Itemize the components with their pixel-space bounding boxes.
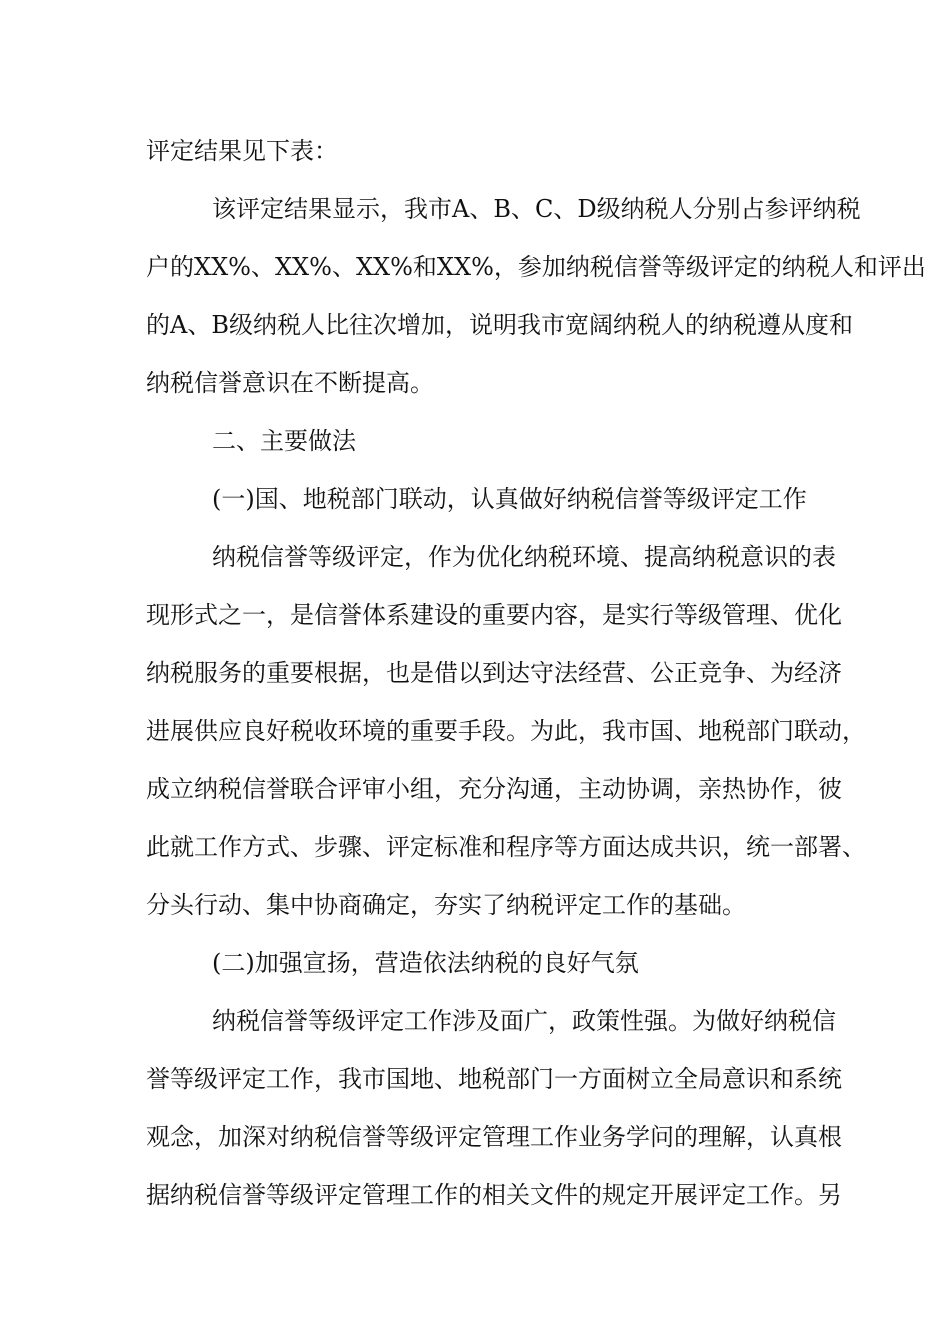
text-line-5: 纳税信誉意识在不断提高。: [146, 369, 434, 397]
text-line-4: 的A、B级纳税人比往次增加，说明我市宽阔纳税人的纳税遵从度和: [146, 311, 853, 339]
subsection-heading-1: (一)国、地税部门联动，认真做好纳税信誉等级评定工作: [212, 485, 807, 513]
text-line-2: 该评定结果显示，我市A、B、C、D级纳税人分别占参评纳税: [212, 195, 861, 223]
text-line-16: 纳税信誉等级评定工作涉及面广，政策性强。为做好纳税信: [212, 1007, 836, 1035]
text-line-14: 分头行动、集中协商确定，夯实了纳税评定工作的基础。: [146, 891, 746, 919]
text-line-17: 誉等级评定工作，我市国地、地税部门一方面树立全局意识和系统: [146, 1065, 842, 1093]
section-heading: 二、主要做法: [212, 427, 356, 455]
text-line-3: 户的XX%、XX%、XX%和XX%，参加纳税信誉等级评定的纳税人和评出: [146, 253, 926, 281]
subsection-heading-2: (二)加强宣扬，营造依法纳税的良好气氛: [212, 949, 639, 977]
text-line-12: 成立纳税信誉联合评审小组，充分沟通，主动协调，亲热协作，彼: [146, 775, 842, 803]
text-line-18: 观念，加深对纳税信誉等级评定管理工作业务学问的理解，认真根: [146, 1123, 842, 1151]
text-line-10: 纳税服务的重要根据，也是借以到达守法经营、公正竞争、为经济: [146, 659, 842, 687]
text-line-1: 评定结果见下表：: [146, 137, 338, 165]
text-line-11: 进展供应良好税收环境的重要手段。为此，我市国、地税部门联动，: [146, 717, 866, 745]
text-line-8: 纳税信誉等级评定，作为优化纳税环境、提高纳税意识的表: [212, 543, 836, 571]
text-line-19: 据纳税信誉等级评定管理工作的相关文件的规定开展评定工作。另: [146, 1181, 842, 1209]
text-line-9: 现形式之一，是信誉体系建设的重要内容，是实行等级管理、优化: [146, 601, 842, 629]
text-line-13: 此就工作方式、步骤、评定标准和程序等方面达成共识，统一部署、: [146, 833, 866, 861]
